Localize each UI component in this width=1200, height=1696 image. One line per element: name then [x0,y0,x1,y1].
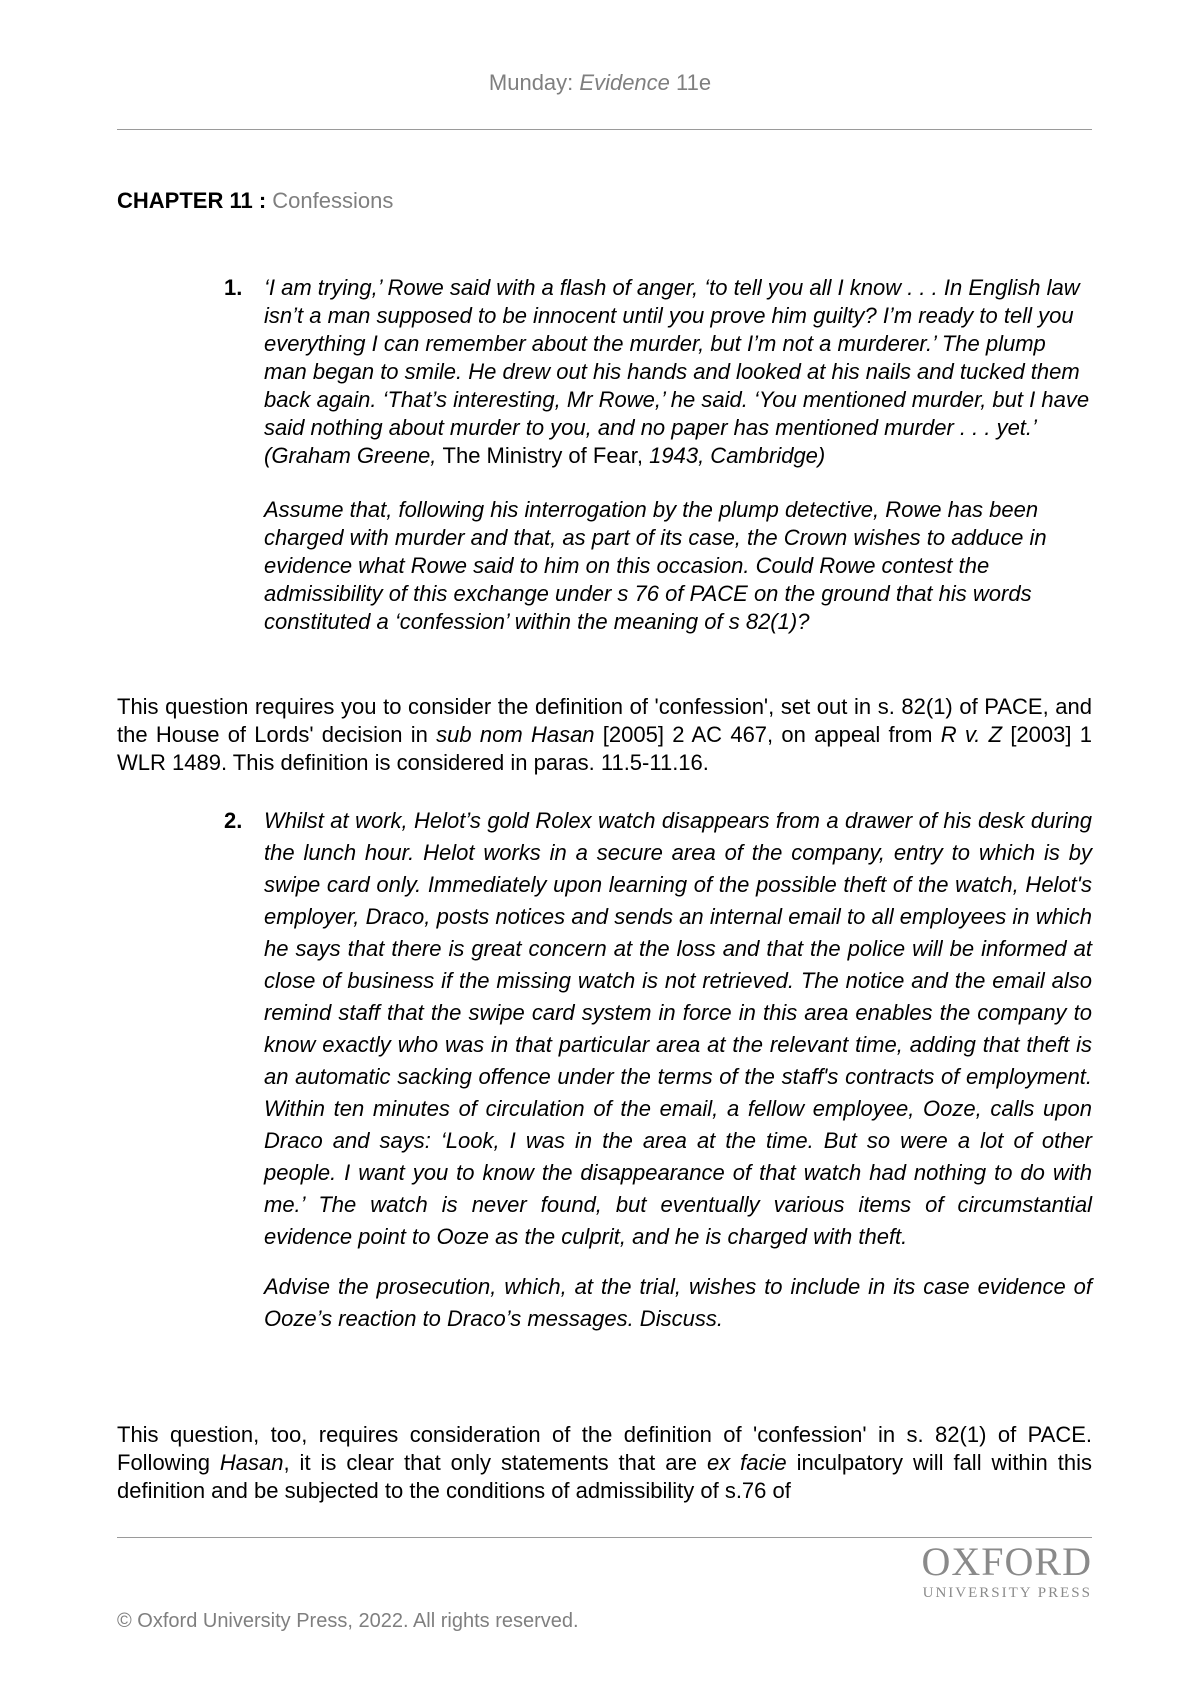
answer-1-case-1: sub nom Hasan [436,722,595,747]
answer-1-case-2: R v. Z [940,722,1003,747]
answer-1-text-3: [2003] 1 WLR 1489. This definition is considered in paras. 11.5-11.16. [117,722,1092,775]
answer-2-text-3: inculpatory will fall within this definition and be subjected to the conditions of admissibility of s.76 of [117,1450,1092,1503]
answer-1 [117,693,1092,777]
oxford-logo-line1: OXFORD [921,1539,1092,1584]
answer-1-text-2: [2005] 2 AC 467, on appeal from [594,722,941,747]
chapter-heading [117,188,393,214]
question-1-number: 1. [224,275,243,300]
header-title-suffix: 11e [669,70,712,95]
answer-2-text-1: This question, too, requires consideration of the definition of 'confession' in s. 82(1) of PACE. Following [117,1422,1092,1475]
header-divider [117,129,1092,130]
copyright-notice: © Oxford University Press, 2022. All rights reserved. [117,1610,579,1632]
page-header [0,70,1200,96]
footer-divider [117,1537,1092,1538]
citation-title: The Ministry of Fear, [442,443,644,468]
question-2-scenario: Whilst at work, Helot’s gold Rolex watch disappears from a drawer of his desk during the lunch hour. Helot works in a secure area of the company, entry to which is by swipe card only. Immediately upon learning of the possible theft of the watch, Helot's employer, Draco, posts notices and sends an internal email to all employees in which he says that there is great concern at the loss and that the police will be informed at close of business if the missing watch is not retrieved. The notice and the email also remind staff that the swipe card system in force in this area enables the company to know exactly who was in that particular area at the relevant time, adding that theft is an automatic sacking offence under the terms of the staff's contracts of employment. Within ten minutes of circulation of the email, a fellow employee, Ooze, calls upon Draco and says: ‘Look, I was in the area at the time. But so were a lot of other people. I want you to know the disappearance of that watch had nothing to do with me.’ The watch is never found, but eventually various items of circumstantial evidence point to Ooze as the culprit, and he is charged with theft. [264,808,1092,1249]
question-2-task: Advise the prosecution, which, at the trial, wishes to include in its case evidence of Ooze’s reaction to Draco’s messages. Discuss. [264,1274,1092,1331]
header-title-italic: Evidence [579,70,670,95]
question-2 [224,805,1092,1335]
question-1-citation [264,442,1092,470]
chapter-label: CHAPTER 11 : [117,188,267,213]
citation-author: (Graham Greene, [264,443,443,468]
oxford-logo-line2: UNIVERSITY PRESS [922,1585,1092,1601]
citation-rest: 1943, Cambridge) [643,443,826,468]
header-title-prefix: Munday: [488,70,580,95]
question-1-task: Assume that, following his interrogation by the plump detective, Rowe has been charged with murder and that, as part of its case, the Crown wishes to adduce in evidence what Rowe said to him on this occasion. Could Rowe contest the admissibility of this exchange under s 76 of PACE on the ground that his words constituted a ‘confession’ within the meaning of s 82(1)? [264,497,1047,634]
answer-2-case-1: Hasan [219,1450,284,1475]
question-1-quote: ‘I am trying,’ Rowe said with a flash of anger, ‘to tell you all I know . . . In English law isn’t a man supposed to be innocent until you prove him guilty? I’m ready to tell you everything I can remember about the murder, but I’m not a murderer.’ The plump man began to smile. He drew out his hands and looked at his nails and tucked them back again. ‘That’s interesting, Mr Rowe,’ he said. ‘You mentioned murder, but I have said nothing about murder to you, and no paper has mentioned murder . . . yet.’ [264,275,1090,440]
question-2-number: 2. [224,808,243,833]
answer-1-text-1: This question requires you to consider the definition of 'confession', set out in s. 82(1) of PACE, and the House of Lords' decision in [117,694,1092,747]
answer-2 [117,1421,1092,1505]
answer-2-text-2: , it is clear that only statements that are [283,1450,707,1475]
oxford-logo [880,1540,1092,1602]
question-1 [224,274,1092,636]
answer-2-latin: ex facie [706,1450,787,1475]
chapter-title: Confessions [266,188,394,213]
